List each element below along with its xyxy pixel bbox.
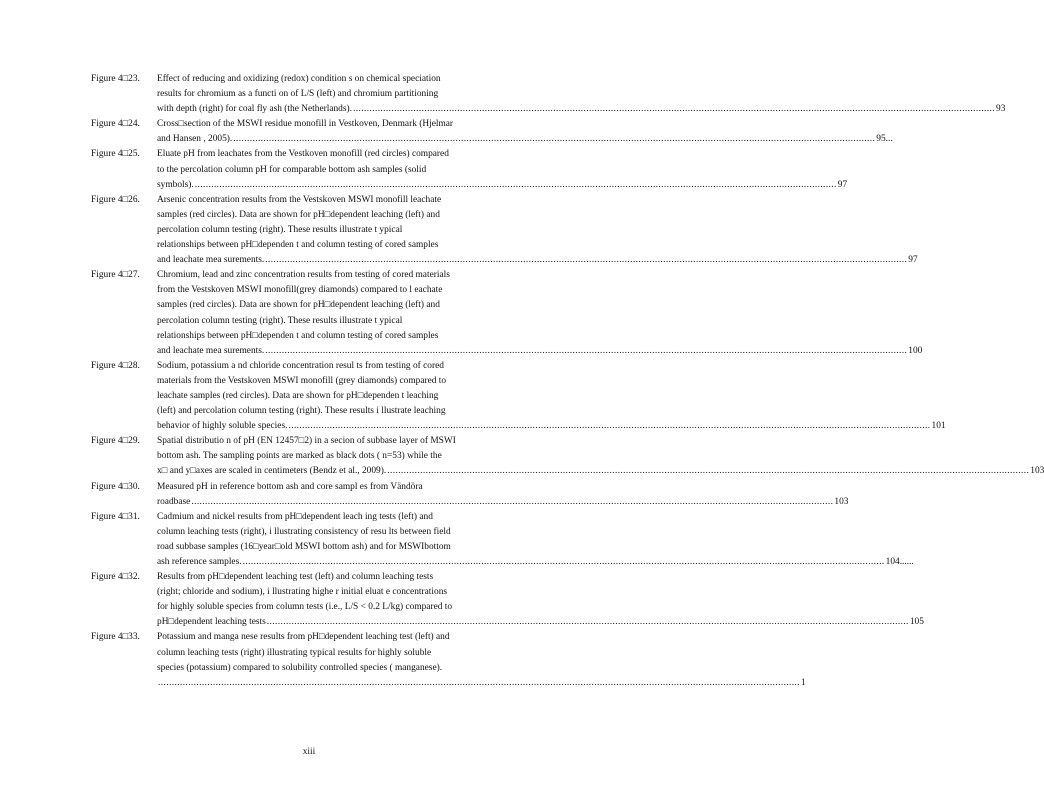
caption-line: ash reference samples. (157, 557, 242, 567)
caption-line: symbols). (157, 179, 194, 190)
figure-entry[interactable] (91, 193, 918, 268)
figure-caption (157, 510, 914, 570)
figure-label: Figure 4□28. (91, 360, 140, 371)
caption-line: column leaching tests (right) illustrating typical results for highly soluble (157, 647, 432, 658)
list-of-figures (91, 72, 1044, 691)
caption-line: samples (red circles). Data are shown for pH□dependent leaching (left) and (157, 209, 440, 220)
dot-leader (158, 676, 800, 691)
figure-entry[interactable] (91, 147, 848, 192)
caption-line: and leachate mea surements. (157, 345, 265, 356)
page-number[interactable]: 97 (837, 179, 848, 190)
caption-line: Arsenic concentration results from the Vestskoven MSWI monofill leachate (157, 194, 442, 205)
dot-leader (265, 253, 907, 268)
caption-line: Effect of reducing and oxidizing (redox) condition s on chemical speciation (157, 74, 441, 84)
page-number-footer: xiii (302, 747, 316, 757)
figure-entry[interactable] (91, 434, 1044, 479)
figure-label: Figure 4□29. (91, 436, 140, 447)
page-number[interactable]: 104...... (885, 557, 914, 567)
caption-last-line (157, 555, 914, 570)
figure-label: Figure 4□24. (91, 119, 140, 130)
page-number[interactable]: 1 (801, 677, 806, 688)
figure-caption (157, 268, 922, 359)
page-number[interactable]: 100 (908, 345, 923, 356)
caption-line: Potassium and manga nese results from pH□dependent leaching test (left) and (157, 632, 450, 643)
dot-leader (265, 344, 907, 359)
caption-line: for highly soluble species from column tests (i.e., L/S < 0.2 L/kg) compared to (157, 602, 453, 613)
dot-leader (387, 464, 1029, 479)
caption-line: Measured pH in reference bottom ash and core sampl es from Vändöra (157, 481, 423, 492)
caption-line: Spatial distributio n of pH (EN 12457□2) in a secion of subbase layer of MSWI (157, 436, 456, 447)
caption-line: percolation column testing (right). These results illustrate t ypical (157, 315, 403, 326)
figure-caption (157, 72, 1005, 117)
caption-last-line (157, 132, 893, 147)
caption-line: Chromium, lead and zinc concentration results from testing of cored materials (157, 270, 450, 281)
dot-leader (353, 102, 995, 117)
figure-label: Figure 4□26. (91, 194, 140, 205)
caption-line: roadbase (157, 496, 191, 507)
figure-entry[interactable] (91, 480, 849, 510)
caption-last-line (157, 464, 1044, 479)
caption-line: and leachate mea surements. (157, 255, 265, 266)
caption-line: relationships between pH□dependen t and column testing of cored samples (157, 240, 439, 251)
figure-caption (157, 434, 1044, 479)
figure-label: Figure 4□32. (91, 572, 140, 583)
figure-label: Figure 4□33. (91, 632, 140, 643)
page-number[interactable]: 103 (834, 496, 849, 507)
caption-line: materials from the Vestskoven MSWI monofill (grey diamonds) compared to (157, 375, 447, 386)
page-number[interactable]: 101 (931, 421, 946, 432)
dot-leader (233, 132, 875, 147)
caption-last-line (157, 615, 924, 630)
caption-last-line (157, 102, 1005, 117)
figure-caption (157, 630, 806, 690)
dot-leader (191, 495, 833, 510)
caption-line: pH□dependent leaching tests (157, 617, 266, 628)
caption-last-line (157, 344, 922, 359)
figure-caption (157, 480, 848, 510)
figure-caption (157, 570, 924, 630)
page-number[interactable]: 97 (908, 255, 918, 266)
figure-label: Figure 4□23. (91, 74, 140, 84)
figure-entry[interactable] (91, 630, 806, 690)
caption-line: leachate samples (red circles). Data are shown for pH□dependen t leaching (157, 390, 439, 401)
figure-entry[interactable] (91, 72, 1006, 117)
caption-line: Eluate pH from leachates from the Vestkoven monofill (red circles) compared (157, 149, 449, 160)
caption-line: column leaching tests (right), i llustrating consistency of resu lts between field (157, 526, 451, 537)
caption-last-line (157, 253, 918, 268)
caption-line: from the Vestskoven MSWI monofill(grey diamonds) compared to l eachate (157, 285, 443, 296)
caption-line: (left) and percolation column testing (right). These results i llustrate leaching (157, 406, 446, 417)
dot-leader (243, 555, 885, 570)
dot-leader (267, 615, 909, 630)
figure-entry[interactable] (91, 570, 924, 630)
page-number[interactable]: 93 (996, 104, 1006, 115)
figure-caption (157, 117, 893, 147)
caption-line: to the percolation column pH for comparable bottom ash samples (solid (157, 164, 427, 175)
figure-caption (157, 147, 847, 192)
caption-line: with depth (right) for coal fly ash (the Netherlands). (157, 104, 352, 115)
page-number[interactable]: 103 (1030, 466, 1044, 477)
page-number[interactable]: 105 (909, 617, 924, 628)
caption-line: (right; chloride and sodium), i llustrating highe r initial eluat e concentrations (157, 587, 448, 598)
caption-line: x□ and y□axes are scaled in centimeters (Bendz et al., 2009). (157, 466, 387, 477)
figure-label: Figure 4□31. (91, 511, 140, 522)
dot-leader (195, 178, 837, 193)
figure-entry[interactable] (91, 268, 923, 359)
figure-caption (157, 193, 918, 268)
caption-line: Cadmium and nickel results from pH□dependent leach ing tests (left) and (157, 511, 433, 522)
page-number[interactable]: 95... (876, 134, 893, 145)
caption-line: Sodium, potassium a nd chloride concentration resul ts from testing of cored (157, 360, 444, 371)
figure-entry[interactable] (91, 359, 946, 434)
caption-line: percolation column testing (right). These results illustrate t ypical (157, 224, 403, 235)
caption-line: Cross□section of the MSWI residue monofill in Vestkoven, Denmark (Hjelmar (157, 119, 454, 130)
caption-line: bottom ash. The sampling points are marked as black dots ( n=53) while the (157, 451, 442, 462)
caption-line: and Hansen , 2005). (157, 134, 233, 145)
dot-leader (288, 419, 930, 434)
caption-line: relationships between pH□dependen t and column testing of cored samples (157, 330, 439, 341)
figure-caption (157, 359, 946, 434)
caption-last-line (157, 178, 847, 193)
caption-line: results for chromium as a functi on of L/S (left) and chromium partitioning (157, 89, 439, 100)
figure-label: Figure 4□30. (91, 481, 140, 492)
figure-label: Figure 4□27. (91, 270, 140, 281)
caption-last-line (157, 495, 848, 510)
figure-label: Figure 4□25. (91, 149, 140, 160)
caption-line: Results from pH□dependent leaching test (left) and column leaching tests (157, 572, 434, 583)
caption-last-line (157, 419, 946, 434)
figure-entry[interactable] (91, 117, 893, 147)
caption-line: species (potassium) compared to solubility controlled species ( manganese). (157, 662, 443, 673)
caption-line: road subbase samples (16□year□old MSWI bottom ash) and for MSWIbottom (157, 541, 451, 552)
caption-line: behavior of highly soluble species. (157, 421, 288, 432)
caption-last-line (157, 676, 806, 691)
caption-line: samples (red circles). Data are shown for pH□dependent leaching (left) and (157, 300, 440, 311)
figure-entry[interactable] (91, 510, 914, 570)
